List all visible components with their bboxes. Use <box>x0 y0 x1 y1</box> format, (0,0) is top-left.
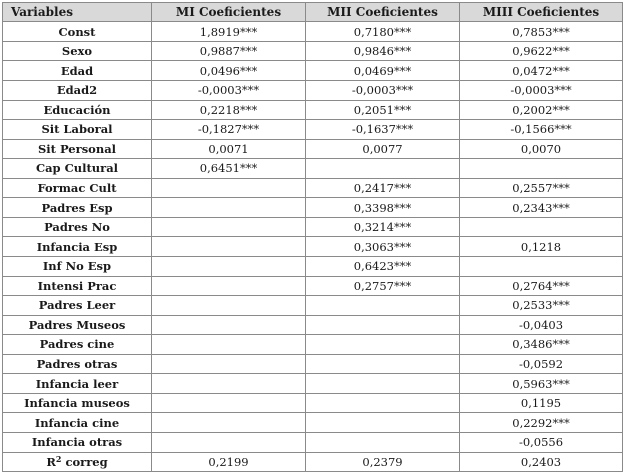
table-row <box>3 22 623 42</box>
miii-cell: 0,5963*** <box>460 374 623 394</box>
variable-cell: Educación <box>3 100 152 120</box>
miii-cell: 0,3486*** <box>460 335 623 355</box>
mi-cell <box>152 413 306 433</box>
variable-cell: Padres Museos <box>3 315 152 335</box>
table-row <box>3 413 623 433</box>
miii-cell: 0,0472*** <box>460 61 623 81</box>
variable-cell: Formac Cult <box>3 178 152 198</box>
mi-cell <box>152 432 306 452</box>
mi-cell <box>152 354 306 374</box>
regression-table <box>2 2 623 472</box>
variable-cell: Padres No <box>3 217 152 237</box>
mii-cell: -0,1637*** <box>306 120 460 140</box>
mi-cell <box>152 178 306 198</box>
table-row <box>3 139 623 159</box>
variable-cell: Sexo <box>3 41 152 61</box>
mi-cell <box>152 256 306 276</box>
mi-cell <box>152 276 306 296</box>
mii-cell <box>306 413 460 433</box>
variable-cell: Const <box>3 22 152 42</box>
mi-cell: 0,6451*** <box>152 159 306 179</box>
mii-cell <box>306 432 460 452</box>
mii-cell: 0,3063*** <box>306 237 460 257</box>
miii-cell <box>460 159 623 179</box>
mii-cell: 0,7180*** <box>306 22 460 42</box>
footer-row <box>3 452 623 471</box>
mii-cell <box>306 315 460 335</box>
mi-cell <box>152 315 306 335</box>
table-row <box>3 41 623 61</box>
variable-cell: Infancia leer <box>3 374 152 394</box>
header-mii: MII Coeficientes <box>306 3 460 22</box>
mii-cell: 0,2757*** <box>306 276 460 296</box>
table-row <box>3 198 623 218</box>
mi-cell <box>152 393 306 413</box>
mi-cell <box>152 237 306 257</box>
variable-cell: Cap Cultural <box>3 159 152 179</box>
r2-label: $R^2$ correg <box>3 452 152 471</box>
mii-cell: 0,0469*** <box>306 61 460 81</box>
mi-cell: 0,0071 <box>152 139 306 159</box>
variable-cell: Intensi Prac <box>3 276 152 296</box>
table-row <box>3 120 623 140</box>
variable-cell: Padres Leer <box>3 296 152 316</box>
table-row <box>3 393 623 413</box>
miii-cell: 0,2557*** <box>460 178 623 198</box>
table-row <box>3 374 623 394</box>
miii-cell <box>460 217 623 237</box>
table-row <box>3 217 623 237</box>
mii-cell <box>306 393 460 413</box>
miii-cell: -0,0003*** <box>460 81 623 101</box>
mii-cell: 0,3398*** <box>306 198 460 218</box>
table-row <box>3 256 623 276</box>
table-row <box>3 432 623 452</box>
table-row <box>3 296 623 316</box>
header-variables: Variables <box>3 3 152 22</box>
mi-cell: 0,9887*** <box>152 41 306 61</box>
variable-cell: Sit Personal <box>3 139 152 159</box>
mii-cell: 0,2417*** <box>306 178 460 198</box>
r2-mii: 0,2379 <box>306 452 460 471</box>
table-row <box>3 315 623 335</box>
mi-cell <box>152 335 306 355</box>
table-row <box>3 354 623 374</box>
miii-cell <box>460 256 623 276</box>
mii-cell: -0,0003*** <box>306 81 460 101</box>
mii-cell <box>306 296 460 316</box>
mii-cell <box>306 335 460 355</box>
miii-cell: 0,1195 <box>460 393 623 413</box>
miii-cell: -0,0592 <box>460 354 623 374</box>
miii-cell: 0,1218 <box>460 237 623 257</box>
variable-cell: Infancia otras <box>3 432 152 452</box>
miii-cell: -0,0403 <box>460 315 623 335</box>
r2-mi: 0,2199 <box>152 452 306 471</box>
mii-cell: 0,0077 <box>306 139 460 159</box>
miii-cell: -0,0556 <box>460 432 623 452</box>
table-row <box>3 237 623 257</box>
mi-cell: 0,0496*** <box>152 61 306 81</box>
table-body <box>3 22 623 452</box>
table-row <box>3 81 623 101</box>
variable-cell: Infancia Esp <box>3 237 152 257</box>
variable-cell: Edad2 <box>3 81 152 101</box>
mi-cell <box>152 296 306 316</box>
miii-cell: 0,2292*** <box>460 413 623 433</box>
mi-cell <box>152 198 306 218</box>
mi-cell: 1,8919*** <box>152 22 306 42</box>
mii-cell: 0,2051*** <box>306 100 460 120</box>
variable-cell: Sit Laboral <box>3 120 152 140</box>
mi-cell <box>152 217 306 237</box>
variable-cell: Inf No Esp <box>3 256 152 276</box>
mii-cell: 0,3214*** <box>306 217 460 237</box>
header-miii: MIII Coeficientes <box>460 3 623 22</box>
table-row <box>3 335 623 355</box>
miii-cell: 0,2533*** <box>460 296 623 316</box>
mii-cell <box>306 159 460 179</box>
table-row <box>3 100 623 120</box>
variable-cell: Padres Esp <box>3 198 152 218</box>
table-row <box>3 61 623 81</box>
variable-cell: Infancia museos <box>3 393 152 413</box>
mii-cell <box>306 354 460 374</box>
mi-cell: -0,0003*** <box>152 81 306 101</box>
mii-cell: 0,6423*** <box>306 256 460 276</box>
table-row <box>3 178 623 198</box>
mii-cell: 0,9846*** <box>306 41 460 61</box>
variable-cell: Infancia cine <box>3 413 152 433</box>
mii-cell <box>306 374 460 394</box>
variable-cell: Edad <box>3 61 152 81</box>
miii-cell: 0,2764*** <box>460 276 623 296</box>
miii-cell: 0,2002*** <box>460 100 623 120</box>
mi-cell <box>152 374 306 394</box>
variable-cell: Padres otras <box>3 354 152 374</box>
miii-cell: 0,0070 <box>460 139 623 159</box>
miii-cell: 0,7853*** <box>460 22 623 42</box>
table-row <box>3 276 623 296</box>
header-mi: MI Coeficientes <box>152 3 306 22</box>
miii-cell: 0,9622*** <box>460 41 623 61</box>
header-row <box>3 3 623 22</box>
mi-cell: -0,1827*** <box>152 120 306 140</box>
mi-cell: 0,2218*** <box>152 100 306 120</box>
variable-cell: Padres cine <box>3 335 152 355</box>
miii-cell: -0,1566*** <box>460 120 623 140</box>
table-row <box>3 159 623 179</box>
r2-miii: 0,2403 <box>460 452 623 471</box>
miii-cell: 0,2343*** <box>460 198 623 218</box>
